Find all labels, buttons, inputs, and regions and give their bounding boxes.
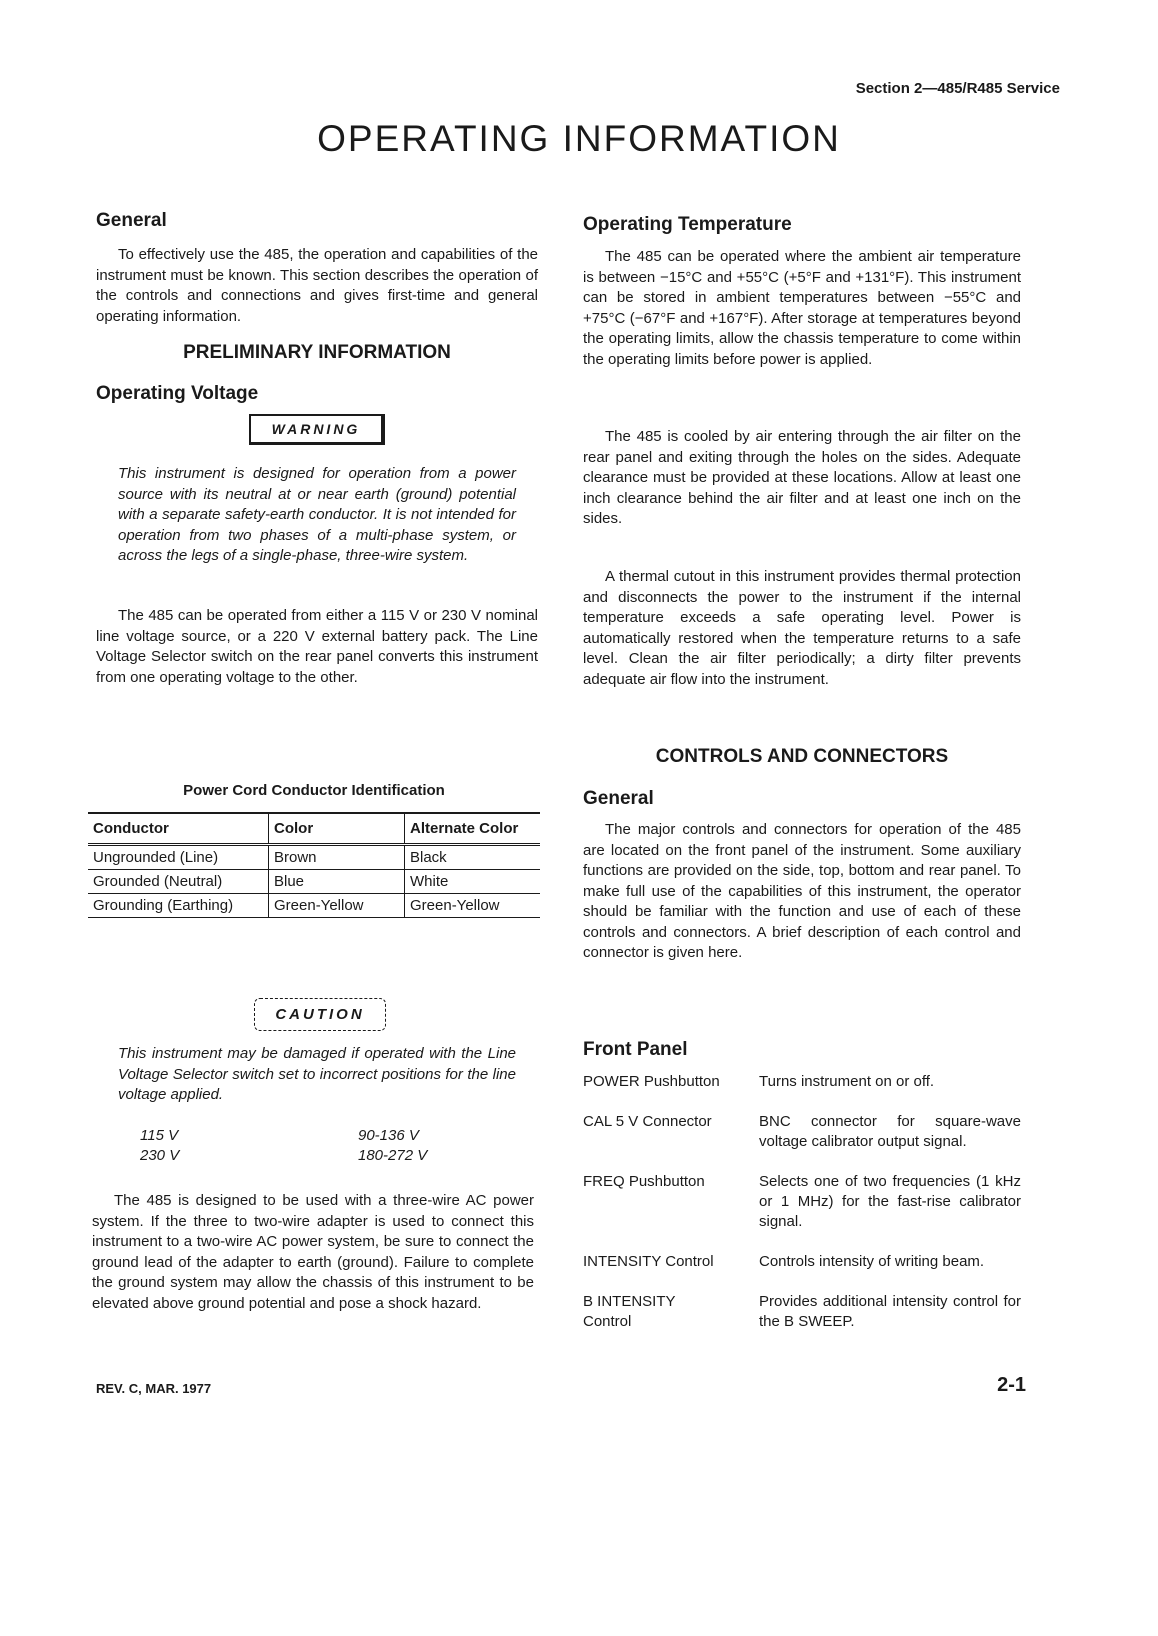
control-desc-power: Turns instrument on or off.: [759, 1073, 935, 1090]
section-tag: Section 2—485/R485 Service: [855, 80, 1060, 97]
page-number: 2-1: [997, 1374, 1026, 1396]
thermal-cutout-paragraph: A thermal cutout in this instrument provides thermal protection and disconnects the power to the instrument if the internal temperature exceeds a safe operating level. Power is automatically restored when the temperature returns to a safe level. Clean the air filter periodically; a dirty filter prevents adequate air flow into the instrument.: [583, 568, 1021, 688]
control-name-freq: FREQ Pushbutton: [583, 1173, 705, 1190]
voltage-paragraph: The 485 can be operated from either a 115 V or 230 V nominal line voltage source, or a 220 V external battery pack. The Line Voltage Selector switch on the rear panel converts this instrument from one operating voltage to the other.: [96, 607, 538, 686]
control-name-intensity: INTENSITY Control: [583, 1253, 714, 1270]
control-desc-intensity: Controls intensity of writing beam.: [759, 1253, 985, 1270]
voltage-range-230: 180-272 V: [358, 1147, 428, 1164]
control-desc-freq: Selects one of two frequencies (1 kHz or 1 MHz) for the fast-rise calibrator signal.: [759, 1173, 1021, 1230]
revision-footer: REV. C, MAR. 1977: [96, 1381, 212, 1396]
table-row: [88, 870, 540, 894]
control-desc-cal: BNC connector for square-wave voltage calibrator output signal.: [759, 1113, 1021, 1150]
general-heading-right: General: [583, 788, 654, 809]
table-cell: Brown: [269, 845, 405, 870]
voltage-nominal-230: 230 V: [140, 1147, 180, 1164]
table-header-row: [88, 813, 540, 845]
table-header-color: Color: [269, 813, 405, 845]
table-cell: Blue: [269, 870, 405, 894]
table-cell: Green-Yellow: [405, 894, 541, 918]
table-cell: Green-Yellow: [269, 894, 405, 918]
page-title: OPERATING INFORMATION: [317, 118, 841, 159]
voltage-range-115: 90-136 V: [358, 1127, 419, 1144]
front-panel-heading: Front Panel: [583, 1039, 688, 1060]
table-row: [88, 845, 540, 870]
table-cell: Grounded (Neutral): [88, 870, 269, 894]
table-header-alt-color: Alternate Color: [405, 813, 541, 845]
table-cell: Ungrounded (Line): [88, 845, 269, 870]
operating-temperature-paragraph: The 485 can be operated where the ambient air temperature is between −15°C and +55°C (+5°F and +131°F). This instrument can be stored in ambient temperatures between −55°C and +75°C (−67°F and +167°F). After storage at temperatures beyond the operating limits, allow the chassis temperature to come within the operating limits before power is applied.: [583, 248, 1021, 368]
control-name-power: POWER Pushbutton: [583, 1073, 720, 1090]
control-desc-b-intensity: Provides additional intensity control for the B SWEEP.: [759, 1293, 1021, 1330]
preliminary-heading: PRELIMINARY INFORMATION: [183, 342, 451, 363]
cooling-paragraph: The 485 is cooled by air entering through the air filter on the rear panel and exiting through the holes on the sides. Adequate clearance must be provided at these locations. Allow at least one inch clearance behind the air filter and at least one inch on the sides.: [583, 428, 1021, 527]
general-heading-left: General: [96, 210, 167, 231]
caution-text: This instrument may be damaged if operated with the Line Voltage Selector switch set to incorrect positions for the line voltage applied.: [118, 1045, 516, 1103]
caution-label: CAUTION: [254, 998, 386, 1031]
warning-label: WARNING: [249, 414, 385, 445]
voltage-nominal-115: 115 V: [140, 1127, 179, 1144]
operating-voltage-heading: Operating Voltage: [96, 383, 259, 404]
controls-general-paragraph: The major controls and connectors for operation of the 485 are located on the front panel of the instrument. Some auxiliary functions are provided on the side, top, bottom and rear panel. To make full use of the capabilities of this instrument, the operator should be familiar with the function and use of each of these controls and connectors. A brief description of each control and connector is given here.: [583, 821, 1021, 961]
table-row: [88, 894, 540, 918]
control-name-cal: CAL 5 V Connector: [583, 1113, 712, 1130]
table-cell: White: [405, 870, 541, 894]
table-header-conductor: Conductor: [88, 813, 269, 845]
control-name-b-intensity: B INTENSITY Control: [583, 1293, 676, 1330]
power-cord-table: [88, 812, 540, 918]
three-wire-paragraph: The 485 is designed to be used with a three-wire AC power system. If the three to two-wire adapter is used to connect this instrument to a two-wire AC power system, be sure to connect the ground lead of the adapter to earth (ground). Failure to complete the ground system may allow the chassis of this instrument to be elevated above ground potential and pose a shock hazard.: [92, 1192, 534, 1312]
controls-connectors-heading: CONTROLS AND CONNECTORS: [655, 746, 949, 767]
table-title: Power Cord Conductor Identification: [183, 782, 445, 799]
table-cell: Grounding (Earthing): [88, 894, 269, 918]
warning-text: This instrument is designed for operation from a power source with its neutral at or near earth (ground) potential with a separate safety-earth conductor. It is not intended for operation from two phases of a multi-phase system, or across the legs of a single-phase, three-wire system.: [118, 465, 516, 564]
operating-temperature-heading: Operating Temperature: [583, 214, 792, 235]
table-cell: Black: [405, 845, 541, 870]
general-paragraph: To effectively use the 485, the operation and capabilities of the instrument must be known. This section describes the operation of the controls and connections and gives first-time and general operating information.: [96, 246, 538, 325]
